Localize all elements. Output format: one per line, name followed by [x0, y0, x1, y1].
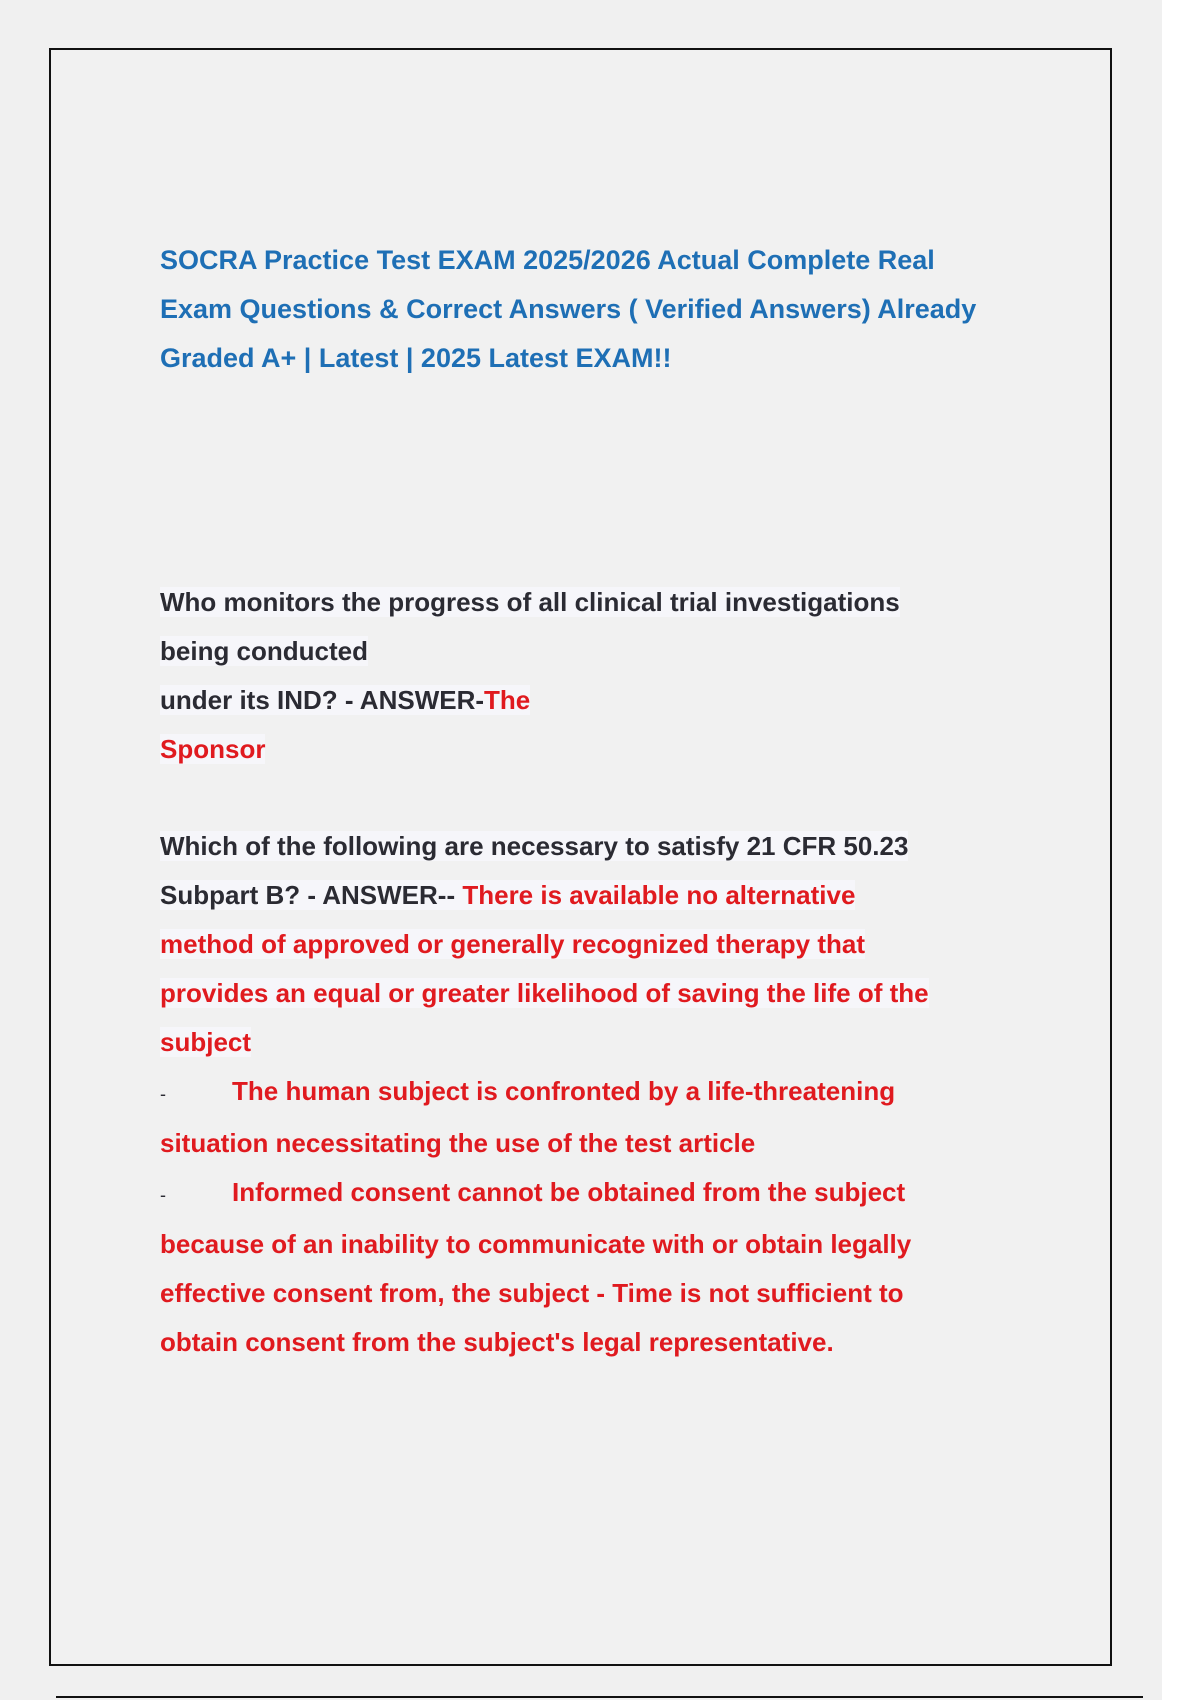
page-margin-strip	[1162, 0, 1200, 1700]
answer-1-line: Sponsor	[160, 734, 266, 764]
answer-2-bullet-1-cont: situation necessitating the use of the test article	[160, 1128, 756, 1158]
question-2-line-2	[160, 871, 1040, 920]
bullet-dash: -	[160, 1084, 166, 1104]
answer-2-bullet-2: - Informed consent cannot be obtained from the subject	[160, 1168, 1040, 1220]
answer-2-bullet-2-cont-1: because of an inability to communicate with or obtain legally	[160, 1229, 912, 1259]
title-line-1: SOCRA Practice Test EXAM 2025/2026 Actual Complete Real	[160, 245, 935, 275]
answer-2-line-3: subject	[160, 1027, 252, 1057]
answer-2-bullet-2-cont-2: effective consent from, the subject - Time is not sufficient to	[160, 1278, 904, 1308]
answer-2-inline: There is available no alternative	[462, 880, 856, 910]
question-1	[160, 578, 1040, 774]
answer-2-line-2: provides an equal or greater likelihood of saving the life of the	[160, 978, 929, 1008]
answer-1-inline: The	[484, 685, 531, 715]
question-1-tail: under its IND? - ANSWER-	[160, 685, 485, 715]
document-page	[49, 48, 1112, 1666]
question-1-line-1: Who monitors the progress of all clinical trial investigations	[160, 587, 900, 617]
question-2	[160, 822, 1040, 1367]
answer-2-bullet-1: - The human subject is confronted by a life-threatening	[160, 1067, 1040, 1119]
question-1-line-3	[160, 676, 1040, 725]
document-title	[160, 236, 1040, 383]
title-line-3: Graded A+ | Latest | 2025 Latest EXAM!!	[160, 343, 672, 373]
question-2-line-1: Which of the following are necessary to satisfy 21 CFR 50.23	[160, 831, 909, 861]
answer-2-bullet-2-cont-3: obtain consent from the subject's legal representative.	[160, 1327, 834, 1357]
title-line-2: Exam Questions & Correct Answers ( Verified Answers) Already	[160, 294, 977, 324]
question-1-line-2: being conducted	[160, 636, 368, 666]
question-2-tail: Subpart B? - ANSWER--	[160, 880, 463, 910]
answer-2-line-1: method of approved or generally recognized therapy that	[160, 929, 866, 959]
bullet-dash: -	[160, 1185, 166, 1205]
page-bottom-rule	[56, 1696, 1143, 1698]
